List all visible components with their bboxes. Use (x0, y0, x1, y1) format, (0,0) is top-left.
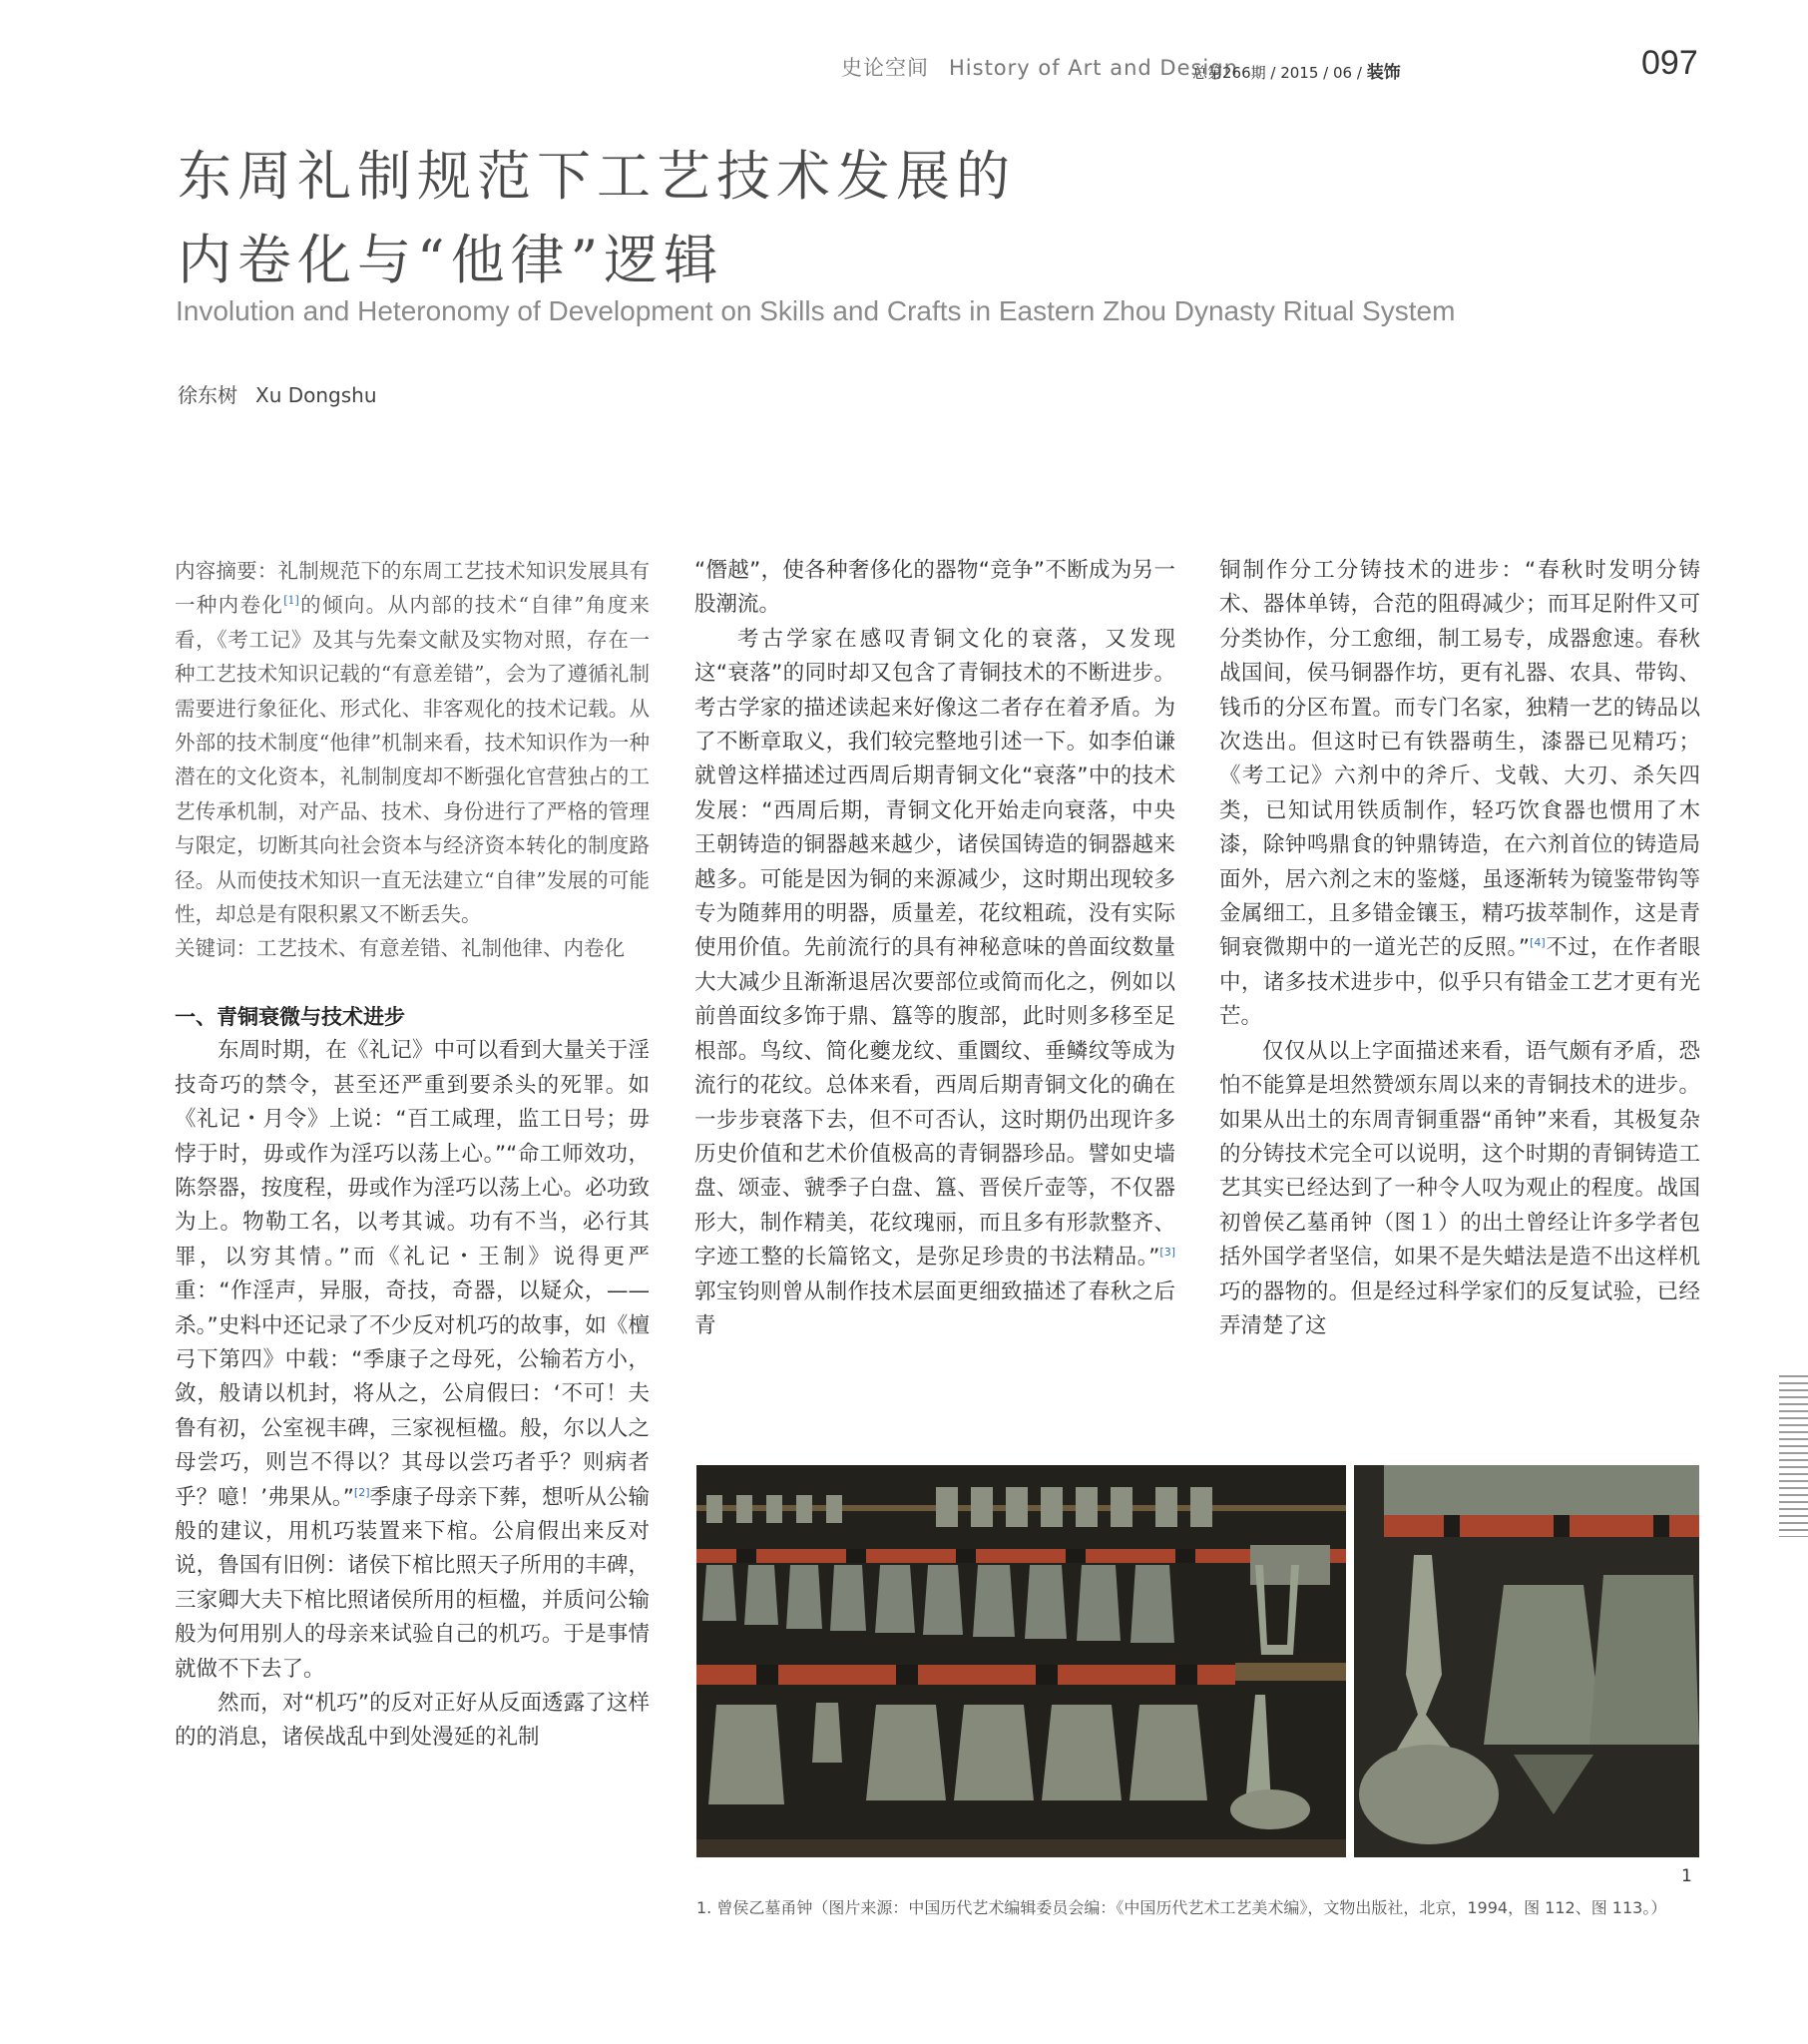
section-name-cn: 史论空间 (841, 56, 929, 80)
reference-3[interactable]: [3] (1159, 1245, 1175, 1259)
text-column-3 (1219, 554, 1700, 1343)
figure-number: 1 (1681, 1866, 1692, 1886)
paragraph-text: 考古学家在感叹青铜文化的衰落，又发现这“衰落”的同时却又包含了青铜技术的不断进步。考古学家的描述读起来好像这二者存在着矛盾。为了不断章取义，我们较完整地引述一下。如李伯谦就曾这样描述过西周后期青铜文化“衰落”中的技术发展：“西周后期，青铜文化开始走向衰落，中央王朝铸造的铜器越来越少，诸侯国铸造的铜器越来越多。可能是因为铜的来源减少，这时期出现较多专为随葬用的明器，质量差，花纹粗疏，没有实际使用价值。先前流行的具有神秘意味的兽面纹数量大大减少且渐渐退居次要部位或简而化之，例如以前兽面纹多饰于鼎、簋等的腹部，此时则多移至足根部。鸟纹、简化夔龙纹、重圜纹、垂鳞纹等成为流行的花纹。总体来看，西周后期青铜文化的确在一步步衰落下去，但不可否认，这时期仍出现许多历史价值和艺术价值极高的青铜器珍品。譬如史墙盘、颂壶、虢季子白盘、簋、晋侯斤壶等，不仅器形大，制作精美，花纹瑰丽，而且多有形款整齐、字迹工整的长篇铭文，是弥足珍贵的书法精品。” (694, 626, 1175, 1271)
paragraph-text: 东周时期，在《礼记》中可以看到大量关于淫技奇巧的禁令，甚至还严重到要杀头的死罪。如《礼记・月令》上说：“百工咸理，监工日号；毋悖于时，毋或作为淫巧以荡上心。”“命工师效功，陈祭器，按度程，毋或作为淫巧以荡上心。必功致为上。物勒工名，以考其诚。功有不当，必行其罪，以穷其情。”而《礼记・王制》说得更严重：“作淫声，异服，奇技，奇器，以疑众，——杀。”史料中还记录了不少反对机巧的故事，如《檀弓下第四》中载：“季康子之母死，公输若方小，敛，般请以机封，将从之，公肩假曰：‘不可！夫鲁有初，公室视丰碑，三家视桓楹。般，尔以人之母尝巧，则岂不得以？其母以尝巧者乎？则病者乎？噫！’弗果从。” (175, 1038, 650, 1510)
text-column-2 (694, 554, 1175, 1343)
abstract (175, 554, 650, 931)
body-paragraph (1219, 554, 1700, 1035)
keywords (175, 931, 650, 965)
reference-4[interactable]: [4] (1530, 936, 1546, 950)
body-paragraph: 然而，对“机巧”的反对正好从反面透露了这样的的消息，诸侯战乱中到处漫延的礼制 (175, 1691, 650, 1751)
title-line-1: 东周礼制规范下工艺技术发展的 (178, 145, 1016, 208)
issue-info (1192, 58, 1401, 83)
keywords-text: 工艺技术、有意差错、礼制他律、内卷化 (256, 936, 625, 961)
article-title-english: Involution and Heteronomy of Development on Skills and Crafts in Eastern Zhou Dynasty Ritual System (176, 295, 1456, 326)
abstract-text-b: 的倾向。从内部的技术“自律”角度来看，《考工记》及其与先秦文献及实物对照，存在一种工艺技术知识记载的“有意差错”，会为了遵循礼制需要进行象征化、形式化、非客观化的技术记载。从外部的技术制度“他律”机制来看，技术知识作为一种潜在的文化资本，礼制制度却不断强化官营独占的工艺传承机制，对产品、技术、身份进行了严格的管理与限定，切断其向社会资本与经济资本转化的制度路径。从而使技术知识一直无法建立“自律”发展的可能性，却总是有限积累又不断丢失。 (175, 593, 651, 927)
paragraph-text: 铜制作分工分铸技术的进步：“春秋时发明分铸术、器体单铸，合范的阻碍减少；而耳足附件又可分类协作，分工愈细，制工易专，成器愈速。春秋战国间，侯马铜器作坊，更有礼器、农具、带钩、钱币的分区布置。而专门名家，独精一艺的铸品以次迭出。但这时已有铁器萌生，漆器已见精巧；《考工记》六剂中的斧斤、戈戟、大刃、杀矢四类，已知试用铁质制作，轻巧饮食器也惯用了木漆，除钟鸣鼎食的钟鼎铸造，在六剂首位的铸造局面外，居六剂之末的鉴燧，虽逐渐转为镜鉴带钩等金属细工，且多错金镶玉，精巧拔萃制作，这是青铜衰微期中的一道光芒的反照。” (1219, 558, 1700, 961)
bronze-bells-photo-main (696, 1465, 1346, 1857)
page-number: 097 (1641, 44, 1698, 82)
title-line-2: 内卷化与“他律”逻辑 (178, 229, 724, 291)
reference-2[interactable]: [2] (353, 1485, 370, 1499)
figure-caption: 1. 曾侯乙墓甬钟（图片来源：中国历代艺术编辑委员会编：《中国历代艺术工艺美术编》，文物出版社，北京，1994，图 112、图 113。） (696, 1898, 1667, 1917)
reference-1[interactable]: [1] (283, 594, 299, 608)
keywords-label: 关键词： (175, 936, 256, 961)
paragraph-text: 不过，在作者眼中，诸多技术进步中，似乎只有错金工艺才更有光芒。 (1219, 935, 1700, 1030)
paragraph-text: 郭宝钧则曾从制作技术层面更细致描述了春秋之后青 (694, 1278, 1175, 1338)
body-paragraph: “僭越”，使各种奢侈化的器物“竞争”不断成为另一股潮流。 (694, 558, 1175, 618)
abstract-text-a: 礼制规范下的东周工艺技术知识发展具有一种内卷化 (175, 559, 651, 618)
section-name-en: History of Art and Design (949, 56, 1238, 80)
body-paragraph (694, 623, 1175, 1344)
abstract-label: 内容摘要： (175, 559, 278, 583)
bronze-bells-photo-detail (1354, 1465, 1699, 1857)
side-bar-decoration (1779, 1375, 1808, 1537)
paragraph-text: 季康子母亲下葬，想听从公输般的建议，用机巧装置来下棺。公肩假出来反对说，鲁国有旧例：诸侯下棺比照天子所用的丰碑，三家卿大夫下棺比照诸侯所用的桓楹，并质问公输般为何用别人的母亲来试验自己的机巧。于是事情就做不下去了。 (175, 1484, 650, 1682)
article-title (178, 135, 1016, 302)
author-name-cn: 徐东树 (178, 383, 237, 407)
author-name-en: Xu Dongshu (255, 383, 377, 407)
issue-prefix: 总第266期 / 2015 / 06 / (1192, 64, 1362, 82)
text-column-1 (175, 554, 650, 1756)
running-header-section (841, 52, 1238, 82)
journal-logo: 装饰 (1366, 63, 1401, 83)
section-heading: 一、青铜衰微与技术进步 (175, 1004, 405, 1029)
body-paragraph (175, 1034, 650, 1687)
body-paragraph: 仅仅从以上字面描述来看，语气颇有矛盾，恐怕不能算是坦然赞颂东周以来的青铜技术的进步。如果从出土的东周青铜重器“甬钟”来看，其极复杂的分铸技术完全可以说明，这个时期的青铜铸造工艺其实已经达到了一种令人叹为观止的程度。战国初曾侯乙墓甬钟（图１）的出土曾经让许多学者包括外国学者坚信，如果不是失蜡法是造不出这样机巧的器物的。但是经过科学家们的反复试验，已经弄清楚了这 (1219, 1038, 1700, 1338)
author-line (178, 379, 377, 408)
